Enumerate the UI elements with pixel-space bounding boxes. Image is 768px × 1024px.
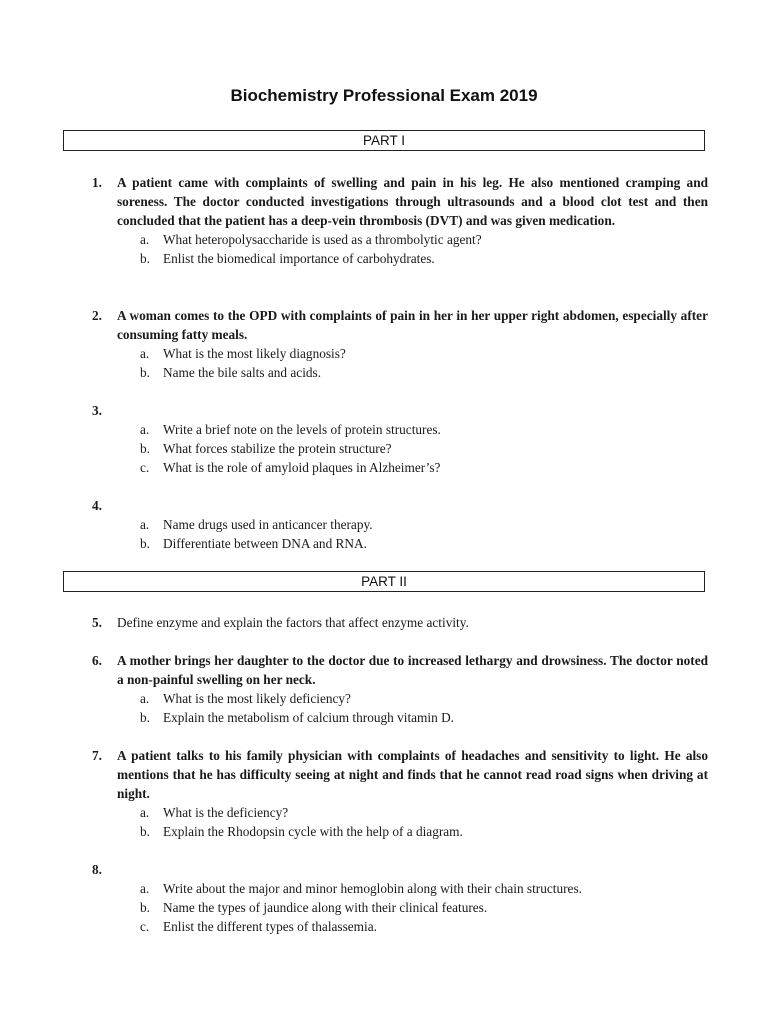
sub-letter: a.	[140, 517, 150, 532]
sub-text: Name drugs used in anticancer therapy.	[163, 517, 373, 532]
sub-letter: a.	[140, 691, 150, 706]
sub-text: What is the most likely deficiency?	[163, 691, 351, 706]
sub-question	[140, 708, 708, 727]
sub-question	[140, 458, 708, 477]
question-stem: A patient came with complaints of swelling and pain in his leg. He also mentioned cramping and soreness. The doctor conducted investigations through ultrasounds and a blood clot test and then concluded that the patient has a deep-vein thrombosis (DVT) and was given medication.	[117, 175, 708, 228]
question-1	[92, 173, 708, 268]
question-5	[92, 613, 708, 632]
question-6	[92, 651, 708, 727]
sub-question	[140, 344, 708, 363]
sub-question	[140, 363, 708, 382]
sub-text: What forces stabilize the protein structure?	[163, 441, 392, 456]
question-stem: A woman comes to the OPD with complaints of pain in her in her upper right abdomen, especially after consuming fatty meals.	[117, 308, 708, 342]
question-number: 5.	[92, 615, 102, 630]
sub-question	[140, 515, 708, 534]
sub-text: Name the bile salts and acids.	[163, 365, 322, 380]
sub-question	[140, 917, 708, 936]
sub-letter: b.	[140, 710, 150, 725]
question-4	[92, 496, 708, 553]
question-number: 3.	[92, 403, 102, 418]
sub-question	[140, 534, 708, 553]
sub-text: Enlist the biomedical importance of carbohydrates.	[163, 251, 435, 266]
sub-question	[140, 439, 708, 458]
sub-text: Differentiate between DNA and RNA.	[163, 536, 367, 551]
question-number: 7.	[92, 748, 102, 763]
part-2-header: PART II	[63, 571, 705, 592]
question-3	[92, 401, 708, 477]
sub-letter: b.	[140, 441, 150, 456]
sub-text: Name the types of jaundice along with their clinical features.	[163, 900, 488, 915]
sub-question	[140, 249, 708, 268]
sub-letter: b.	[140, 536, 150, 551]
question-2	[92, 306, 708, 382]
page-title: Biochemistry Professional Exam 2019	[230, 86, 538, 105]
sub-letter: b.	[140, 824, 150, 839]
sub-letter: a.	[140, 346, 150, 361]
sub-question	[140, 420, 708, 439]
sub-letter: a.	[140, 881, 150, 896]
question-number: 2.	[92, 308, 102, 323]
question-stem: Define enzyme and explain the factors that affect enzyme activity.	[117, 615, 469, 630]
question-stem	[117, 401, 708, 420]
question-stem	[117, 860, 708, 879]
sub-letter: a.	[140, 805, 150, 820]
question-stem	[117, 496, 708, 515]
sub-letter: b.	[140, 251, 150, 266]
sub-text: Write about the major and minor hemoglobin along with their chain structures.	[163, 881, 582, 896]
sub-text: Explain the Rhodopsin cycle with the help of a diagram.	[163, 824, 463, 839]
sub-question	[140, 898, 708, 917]
question-number: 8.	[92, 862, 102, 877]
question-7	[92, 746, 708, 841]
sub-text: What is the most likely diagnosis?	[163, 346, 346, 361]
question-number: 1.	[92, 175, 102, 190]
sub-letter: b.	[140, 900, 150, 915]
question-stem: A mother brings her daughter to the doctor due to increased lethargy and drowsiness. The doctor noted a non-painful swelling on her neck.	[117, 653, 708, 687]
sub-letter: a.	[140, 232, 150, 247]
sub-question	[140, 822, 708, 841]
sub-question	[140, 879, 708, 898]
sub-text: Write a brief note on the levels of protein structures.	[163, 422, 441, 437]
sub-text: What heteropolysaccharide is used as a thrombolytic agent?	[163, 232, 482, 247]
sub-text: What is the deficiency?	[163, 805, 289, 820]
sub-text: What is the role of amyloid plaques in Alzheimer’s?	[163, 460, 441, 475]
sub-letter: b.	[140, 365, 150, 380]
sub-letter: c.	[140, 919, 150, 934]
sub-text: Explain the metabolism of calcium through vitamin D.	[163, 710, 454, 725]
question-8	[92, 860, 708, 936]
question-number: 6.	[92, 653, 102, 668]
sub-question	[140, 803, 708, 822]
question-number: 4.	[92, 498, 102, 513]
sub-text: Enlist the different types of thalassemia.	[163, 919, 377, 934]
sub-question	[140, 689, 708, 708]
sub-letter: c.	[140, 460, 150, 475]
sub-letter: a.	[140, 422, 150, 437]
sub-question	[140, 230, 708, 249]
question-stem: A patient talks to his family physician with complaints of headaches and sensitivity to light. He also mentions that he has difficulty seeing at night and finds that he cannot read road signs when driving at night.	[117, 748, 708, 801]
part-1-header: PART I	[63, 130, 705, 151]
